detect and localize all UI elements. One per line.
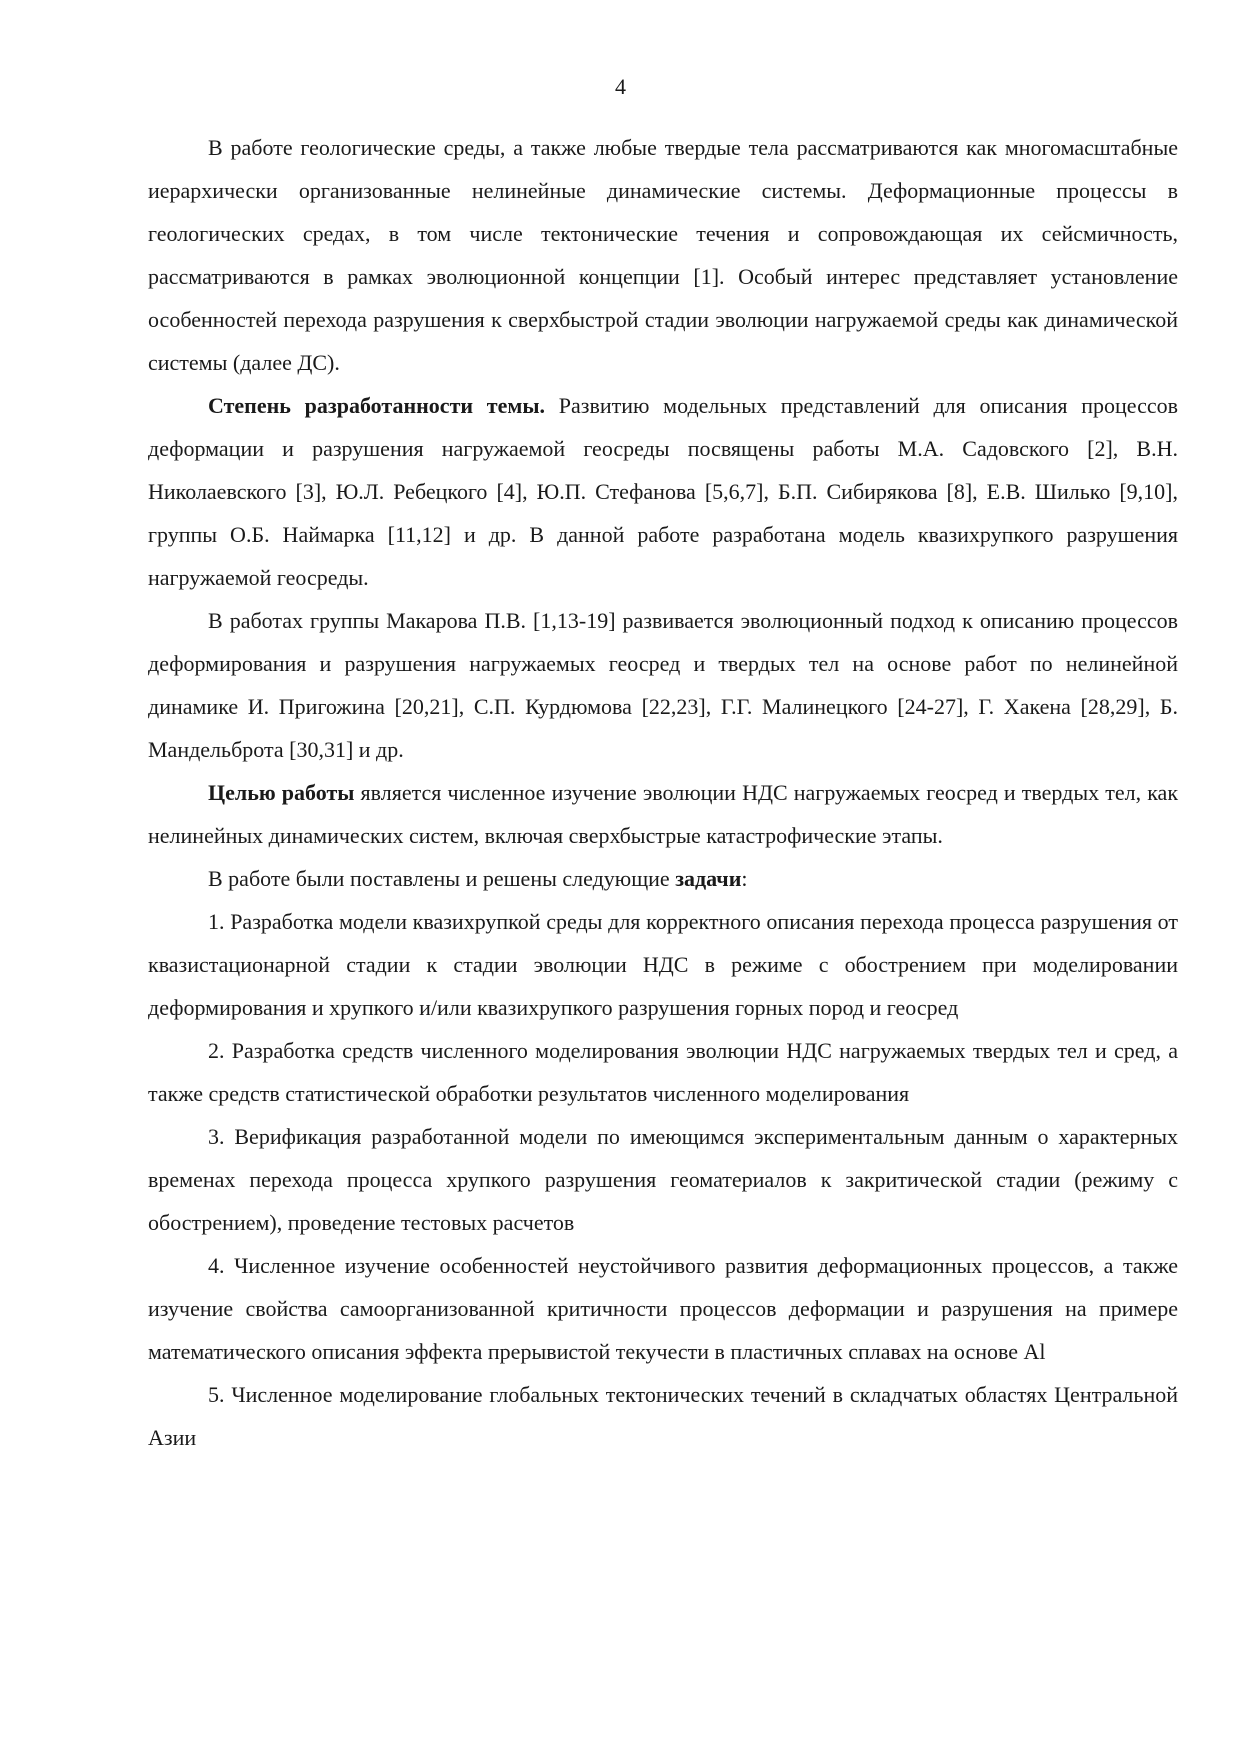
tasks-intro-pre: В работе были поставлены и решены следующие — [208, 866, 676, 891]
paragraph-goal — [148, 771, 1178, 857]
task-item-4: 4. Численное изучение особенностей неустойчивого развития деформационных процессов, а также изучение свойства самоорганизованной критичности процессов деформации и разрушения на примере математического описания эффекта прерывистой текучести в пластичных сплавах на основе Al — [148, 1253, 1178, 1364]
task-item-1: 1. Разработка модели квазихрупкой среды для корректного описания перехода процесса разрушения от квазистационарной стадии к стадии эволюции НДС в режиме с обострением при моделировании деформирования и хрупкого и/или квазихрупкого разрушения горных пород и геосред — [148, 909, 1178, 1020]
task-item-5: 5. Численное моделирование глобальных тектонических течений в складчатых областях Центральной Азии — [148, 1382, 1178, 1450]
degree-text: Развитию модельных представлений для описания процессов деформации и разрушения нагружаемой геосреды посвящены работы М.А. Садовского [2], В.Н. Николаевского [3], Ю.Л. Ребецкого [4], Ю.П. Стефанова [5,6,7], Б.П. Сибирякова [8], Е.В. Шилько [9,10], группы О.Б. Наймарка [11,12] и др. В данной работе разработана модель квазихрупкого разрушения нагружаемой геосреды. — [148, 393, 1178, 590]
goal-heading: Целью работы — [208, 780, 355, 805]
tasks-intro-post: : — [741, 866, 748, 891]
goal-text: является численное изучение эволюции НДС нагружаемых геосред и твердых тел, как нелинейных динамических систем, включая сверхбыстрые катастрофические этапы. — [148, 780, 1179, 848]
paragraph-degree — [148, 384, 1178, 599]
task-item-2: 2. Разработка средств численного моделирования эволюции НДС нагружаемых твердых тел и сред, а также средств статистической обработки результатов численного моделирования — [148, 1038, 1178, 1106]
task-item-3: 3. Верификация разработанной модели по имеющимся экспериментальным данным о характерных временах перехода процесса хрупкого разрушения геоматериалов к закритической стадии (режиму с обострением), проведение тестовых расчетов — [148, 1124, 1178, 1235]
paragraph-tasks-intro — [148, 857, 1178, 900]
page-number: 4 — [615, 74, 626, 99]
paragraph-makarov: В работах группы Макарова П.В. [1,13-19] развивается эволюционный подход к описанию процессов деформирования и разрушения нагружаемых геосред и твердых тел на основе работ по нелинейной динамике И. Пригожина [20,21], С.П. Курдюмова [22,23], Г.Г. Малинецкого [24-27], Г. Хакена [28,29], Б. Мандельброта [30,31] и др. — [148, 608, 1178, 762]
degree-heading: Степень разработанности темы. — [208, 393, 546, 418]
paragraph-intro: В работе геологические среды, а также любые твердые тела рассматриваются как многомасштабные иерархически организованные нелинейные динамические системы. Деформационные процессы в геологических средах, в том числе тектонические течения и сопровождающая их сейсмичность, рассматриваются в рамках эволюционной концепции [1]. Особый интерес представляет установление особенностей перехода разрушения к сверхбыстрой стадии эволюции нагружаемой среды как динамической системы (далее ДС). — [148, 135, 1178, 375]
document-body — [148, 126, 1178, 1459]
tasks-intro-bold: задачи — [675, 866, 742, 891]
